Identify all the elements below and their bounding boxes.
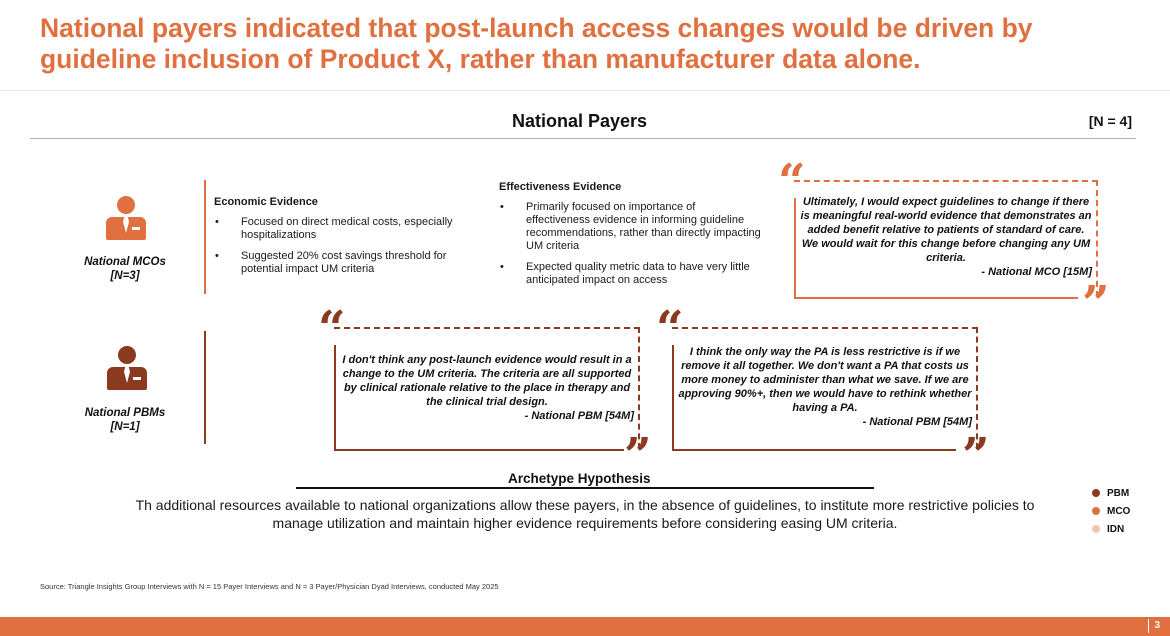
legend-item-pbm	[1092, 484, 1130, 502]
legend-label: MCO	[1107, 505, 1131, 517]
effectiveness-evidence-title: Effectiveness Evidence	[499, 181, 622, 193]
page-number-divider	[1148, 619, 1149, 633]
hypothesis-title: Archetype Hypothesis	[508, 471, 651, 486]
close-quote-icon: ”	[1082, 276, 1110, 332]
legend-dot	[1092, 525, 1100, 533]
source-note: Source: Triangle Insights Group Interviews with N = 15 Payer Interviews and N = 3 Payer/Physician Dyad Interviews, conducted May 2025	[40, 582, 499, 591]
legend	[1092, 484, 1130, 538]
effectiveness-evidence	[499, 181, 761, 295]
pbm-quote-body-1: I don't think any post-launch evidence would result in a change to the UM criteria. The criteria are all supported by clinical rationale relative to the place in therapy and the clinical trial design.	[342, 354, 632, 408]
pbm-divider	[204, 331, 206, 444]
economic-evidence	[214, 196, 484, 284]
close-quote-icon: ”	[962, 428, 990, 484]
hypothesis-text: Th additional resources available to national organizations allow these payers, in the absence of guidelines, to institute more restrictive policies to manage utilization and maintain higher evidence requirements before considering easing UM criteria.	[135, 497, 1035, 531]
mco-group-label	[70, 255, 180, 283]
section-heading: National Payers	[512, 111, 648, 131]
legend-dot	[1092, 507, 1100, 515]
pbm-quote-text-1	[340, 353, 634, 423]
footer-bar	[0, 617, 1170, 636]
mco-label-n: [N=3]	[110, 270, 140, 282]
open-quote-icon: “	[318, 301, 346, 357]
legend-label: IDN	[1107, 523, 1125, 535]
page-number: 3	[1154, 620, 1160, 631]
pbm-label-n: [N=1]	[110, 421, 140, 433]
effectiveness-bullet: • Primarily focused on importance of effectiveness evidence in informing guideline recommendations, rather than directly impacting UM criteria	[499, 201, 761, 253]
title-divider	[0, 90, 1170, 91]
mco-person-icon	[106, 196, 146, 240]
legend-dot	[1092, 489, 1100, 497]
effectiveness-bullet: • Expected quality metric data to have very little anticipated impact on access	[499, 261, 761, 287]
page-title: National payers indicated that post-launch access changes would be driven by guideline inclusion of Product X, rather than manufacturer data alone.	[40, 13, 1033, 74]
economic-bullet: • Focused on direct medical costs, especially hospitalizations	[214, 216, 484, 242]
close-quote-icon: ”	[624, 428, 652, 484]
mco-quote-attribution: - National MCO [15M]	[981, 266, 1092, 278]
economic-evidence-title: Economic Evidence	[214, 196, 318, 208]
mco-quote-text	[800, 195, 1092, 279]
hypothesis-divider	[296, 487, 874, 489]
section-divider	[30, 138, 1136, 139]
legend-item-idn	[1092, 520, 1130, 538]
sample-size-label: [N = 4]	[1088, 113, 1132, 129]
open-quote-icon: “	[656, 301, 684, 357]
pbm-quote-attribution-1: - National PBM [54M]	[524, 410, 634, 422]
legend-label: PBM	[1107, 487, 1130, 499]
mco-label-name: National MCOs	[84, 256, 166, 268]
pbm-person-icon	[107, 346, 147, 390]
pbm-quote-body-2: I think the only way the PA is less restrictive is if we remove it all together. We don't want a PA that costs us more money to administer than what we save. If we are approving 90%+, then we would have to rethink whether having a PA.	[678, 346, 972, 414]
pbm-quote-text-2	[678, 345, 972, 429]
legend-item-mco	[1092, 502, 1130, 520]
pbm-label-name: National PBMs	[84, 407, 166, 419]
mco-quote-body: Ultimately, I would expect guidelines to change if there is meaningful real-world evidence that demonstrates an added benefit relative to patients of standard of care. We would wait for this change before changing any UM criteria.	[800, 196, 1092, 264]
pbm-quote-attribution-2: - National PBM [54M]	[862, 416, 972, 428]
economic-bullet: • Suggested 20% cost savings threshold for potential impact UM criteria	[214, 250, 484, 276]
pbm-group-label	[70, 406, 180, 434]
mco-divider	[204, 180, 206, 294]
open-quote-icon: “	[778, 154, 806, 210]
